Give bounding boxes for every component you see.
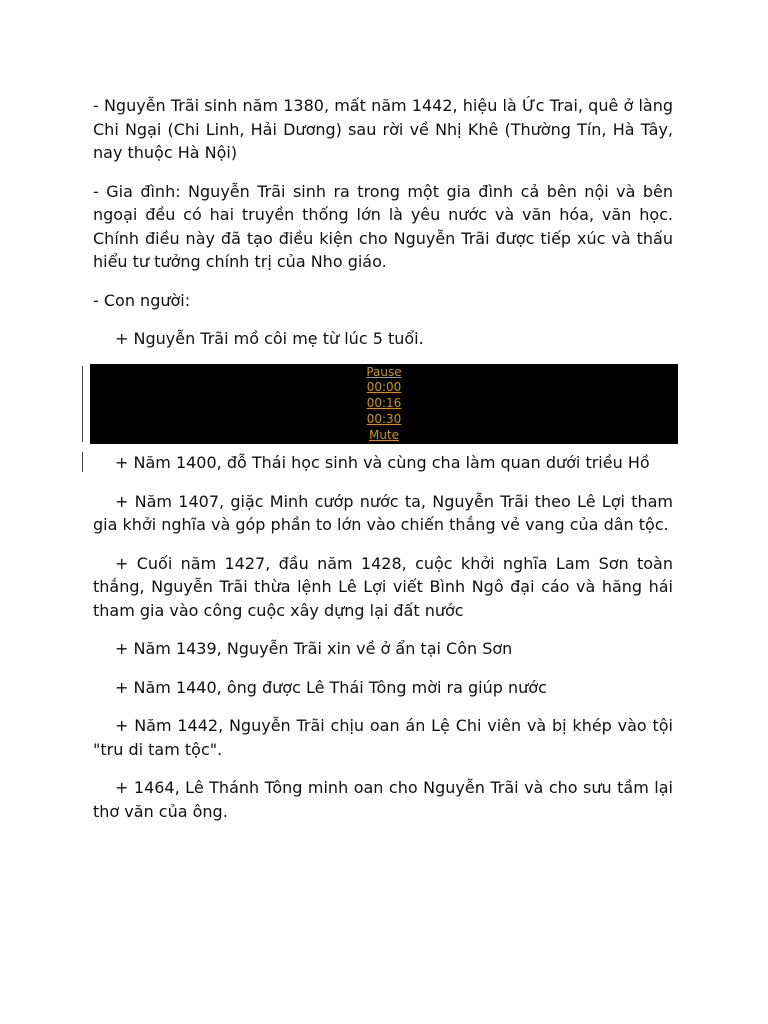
time-link-mid[interactable]: 00:16 bbox=[366, 396, 402, 411]
paragraph-birth: - Nguyễn Trãi sinh năm 1380, mất năm 1442, hiệu là Ức Trai, quê ở làng Chi Ngại (Chi Linh, Hải Dương) sau rời về Nhị Khê (Thường Tín, Hà Tây, nay thuộc Hà Nội) bbox=[93, 96, 673, 162]
time-link-end[interactable]: 00:30 bbox=[366, 411, 402, 426]
mute-button[interactable]: Mute bbox=[368, 427, 400, 442]
paragraph-person-heading: - Con người: bbox=[93, 290, 191, 310]
text-cursor bbox=[82, 452, 83, 472]
document-body-top bbox=[93, 94, 673, 366]
paragraph-orphan: + Nguyễn Trãi mồ côi mẹ từ lúc 5 tuổi. bbox=[115, 329, 424, 348]
text-cursor-bar bbox=[82, 366, 83, 442]
paragraph-1440: + Năm 1440, ông được Lê Thái Tông mời ra giúp nước bbox=[115, 677, 547, 697]
paragraph-1439: + Năm 1439, Nguyễn Trãi xin về ở ẩn tại Côn Sơn bbox=[115, 639, 513, 658]
paragraph-family: - Gia đình: Nguyễn Trãi sinh ra trong một gia đình cả bên nội và bên ngoại đều có hai truyền thống lớn là yêu nước và văn hóa, văn học. Chính điều này đã tạo điều kiện cho Nguyễn Trãi được tiếp xúc và thấu hiểu tư tưởng chính trị của Nho giáo. bbox=[93, 181, 673, 271]
paragraph-1427: + Cuối năm 1427, đầu năm 1428, cuộc khởi nghĩa Lam Sơn toàn thắng, Nguyễn Trãi thừa lệnh Lê Lợi viết Bình Ngô đại cáo và hăng hái tham gia vào công cuộc xây dựng lại đất nước bbox=[93, 553, 673, 620]
pause-button[interactable]: Pause bbox=[366, 364, 402, 379]
media-player bbox=[90, 364, 678, 444]
paragraph-1464: + 1464, Lê Thánh Tông minh oan cho Nguyễn Trãi và cho sưu tầm lại thơ văn của ông. bbox=[93, 778, 673, 821]
time-link-start[interactable]: 00:00 bbox=[366, 380, 402, 395]
paragraph-1400: + Năm 1400, đỗ Thái học sinh và cùng cha làm quan dưới triều Hồ bbox=[115, 453, 650, 472]
paragraph-1407: + Năm 1407, giặc Minh cướp nước ta, Nguyễn Trãi theo Lê Lợi tham gia khởi nghĩa và góp phần to lớn vào chiến thắng vẻ vang của dân tộc. bbox=[93, 491, 673, 534]
document-body-bottom bbox=[93, 451, 673, 838]
paragraph-1442: + Năm 1442, Nguyễn Trãi chịu oan án Lệ Chi viên và bị khép vào tội "tru di tam tộc". bbox=[93, 716, 673, 759]
